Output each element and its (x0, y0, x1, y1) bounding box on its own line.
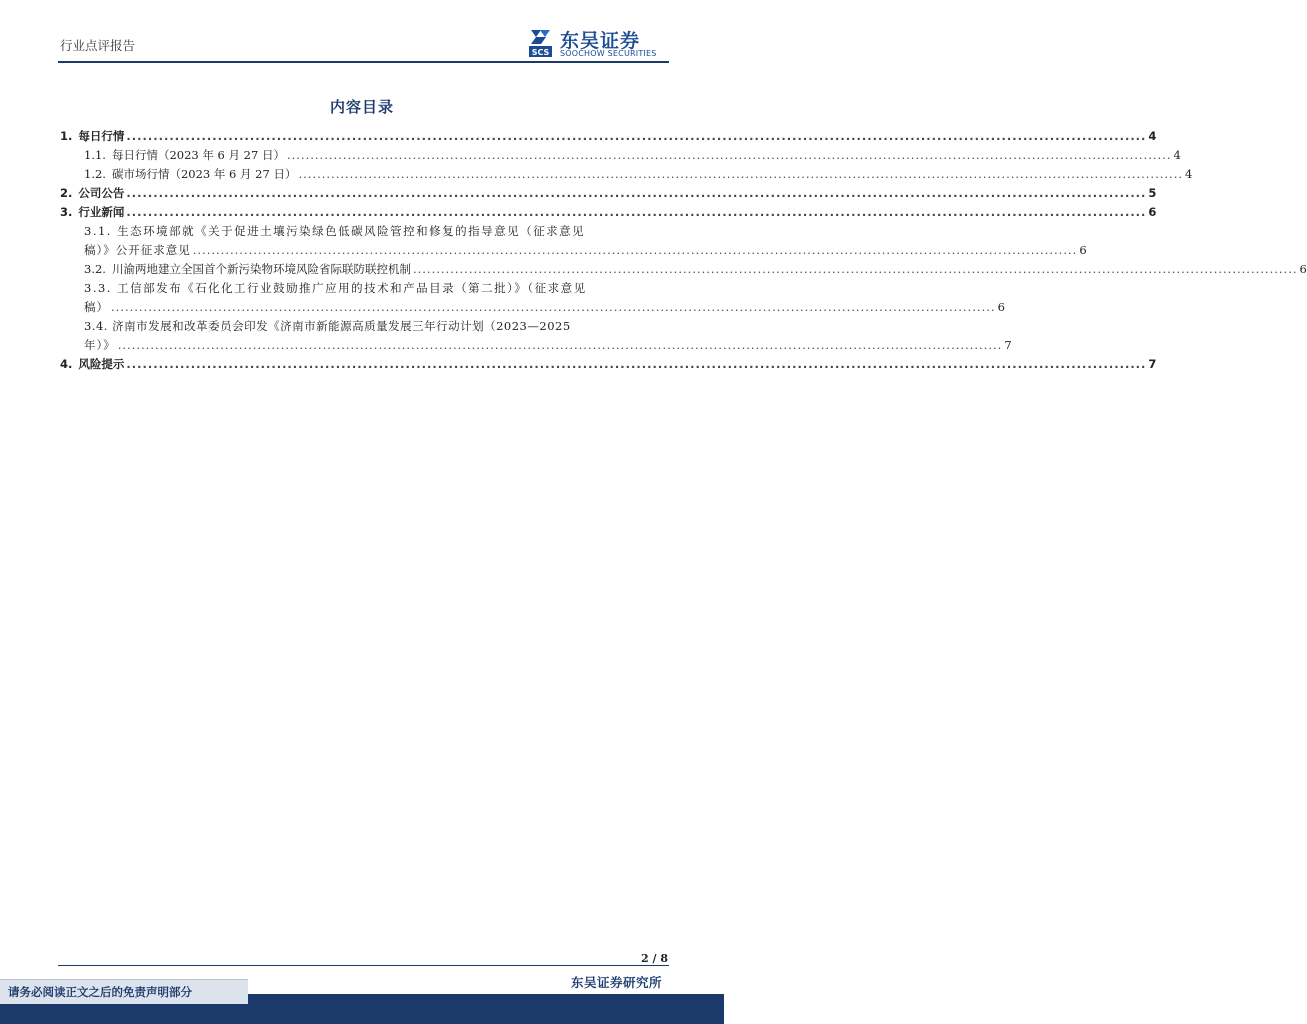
toc-entry[interactable] (60, 184, 1157, 203)
toc-entry-number: 1. (60, 129, 73, 143)
toc-leader-dots: .............................................................................................................................................................................................. (117, 338, 1003, 352)
toc-entry-page: 6 (1299, 262, 1307, 276)
toc-entry[interactable] (60, 127, 1157, 146)
toc-entry-number: 3.4. (84, 319, 108, 333)
toc-entry-title-line2: 年）》 (84, 338, 116, 352)
toc-entry-page: 6 (1148, 205, 1157, 219)
toc-entry-page: 4 (1173, 148, 1181, 162)
toc-entry-title-line2: 稿）》公开征求意见 (84, 243, 191, 257)
toc-entry-title-line1: 生态环境部就《关于促进土壤污染绿色低碳风险管控和修复的指导意见（征求意见 (117, 224, 586, 238)
table-of-contents (60, 127, 1307, 374)
toc-entry-page: 4 (1185, 167, 1193, 181)
toc-entry-page: 7 (1004, 338, 1012, 352)
toc-entry-page: 7 (1148, 357, 1157, 371)
toc-entry-number: 1.1. (84, 148, 106, 162)
toc-leader-dots: .............................................................................................................................................................................................. (192, 243, 1078, 257)
toc-entry-number: 3.2. (84, 262, 106, 276)
toc-entry-title: 碳市场行情（2023 年 6 月 27 日） (111, 167, 297, 181)
toc-entry[interactable] (60, 317, 1012, 355)
toc-entry-number: 4. (60, 357, 73, 371)
toc-entry-title-line1: 工信部发布《石化化工行业鼓励推广应用的技术和产品目录（第二批）》（征求意见 (117, 281, 587, 295)
toc-title: 内容目录 (329, 98, 394, 116)
toc-leader-dots: .............................................................................................................................................................................................. (111, 300, 996, 314)
toc-entry-title: 川渝两地建立全国首个新污染物环境风险省际联防联控机制 (111, 262, 411, 276)
toc-entry-number: 3. (60, 205, 73, 219)
toc-entry-number: 1.2. (84, 167, 106, 181)
logo-english-name: SOOCHOW SECURITIES (560, 49, 657, 58)
toc-entry[interactable] (60, 165, 1193, 184)
toc-entry-title: 行业新闻 (78, 205, 125, 219)
logo-mark-text: SCS (531, 48, 550, 57)
toc-entry-number: 2. (60, 186, 73, 200)
logo-chinese-name: 东吴证券 (560, 30, 641, 52)
toc-leader-dots: .............................................................................................................................................................................................. (412, 262, 1298, 276)
toc-entry-number: 3.3. (84, 281, 112, 295)
toc-leader-dots: .............................................................................................................................................................................................. (126, 357, 1147, 371)
toc-entry-title-line1: 济南市发展和改革委员会印发《济南市新能源高质量发展三年行动计划（2023—2025 (112, 319, 571, 333)
toc-entry-title: 风险提示 (78, 357, 125, 371)
toc-entry[interactable] (60, 222, 1087, 260)
report-type-label: 行业点评报告 (60, 38, 136, 53)
toc-leader-dots: .............................................................................................................................................................................................. (126, 186, 1147, 200)
toc-entry[interactable] (60, 355, 1157, 374)
toc-entry-title: 每日行情 (78, 129, 125, 143)
toc-entry[interactable] (60, 279, 1005, 317)
page-number: 2 / 8 (641, 952, 668, 965)
soochow-logo-icon (527, 27, 554, 59)
toc-leader-dots: .............................................................................................................................................................................................. (286, 148, 1172, 162)
toc-entry-page: 6 (997, 300, 1005, 314)
toc-entry[interactable] (60, 260, 1307, 279)
toc-entry-title: 每日行情（2023 年 6 月 27 日） (111, 148, 285, 162)
company-logo (527, 27, 672, 59)
toc-entry-page: 5 (1148, 186, 1157, 200)
footer-divider (58, 965, 669, 966)
toc-entry[interactable] (60, 146, 1181, 165)
toc-entry-number: 3.1. (84, 224, 112, 238)
toc-entry-page: 6 (1079, 243, 1087, 257)
header-divider (58, 61, 669, 63)
footer-organization: 东吴证券研究所 (570, 975, 662, 990)
toc-leader-dots: .............................................................................................................................................................................................. (298, 167, 1184, 181)
toc-leader-dots: .............................................................................................................................................................................................. (126, 205, 1147, 219)
toc-leader-dots: .............................................................................................................................................................................................. (126, 129, 1147, 143)
toc-entry-page: 4 (1148, 129, 1157, 143)
toc-entry[interactable] (60, 203, 1157, 222)
toc-entry-title: 公司公告 (78, 186, 125, 200)
toc-entry-title-line2: 稿） (84, 300, 109, 314)
disclaimer-notice: 请务必阅读正文之后的免责声明部分 (0, 979, 248, 1004)
